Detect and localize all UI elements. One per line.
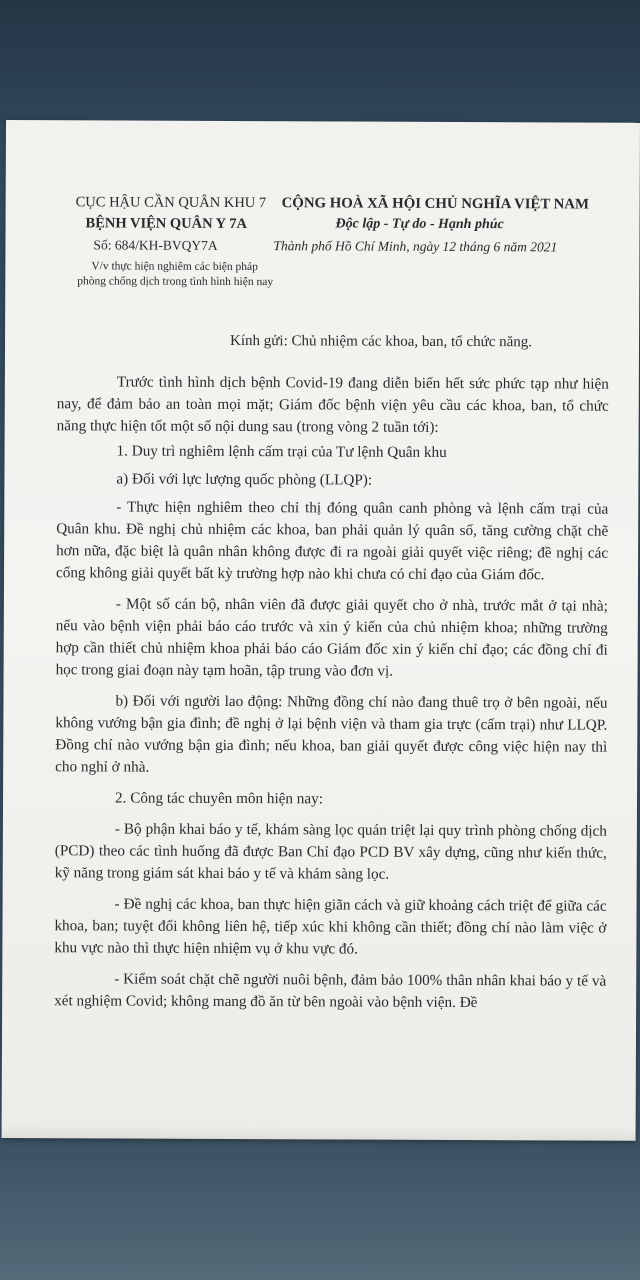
country-name: CỘNG HOÀ XÃ HỘI CHỦ NGHĨA VIỆT NAM bbox=[281, 195, 590, 213]
paragraph-2-point-3: - Kiểm soát chặt chẽ người nuôi bệnh, đảm bảo 100% thân nhân khai báo y tế và xét nghiệm Covid; không mang đồ ăn từ bên ngoài vào bệnh viện. Đề bbox=[54, 970, 607, 1012]
paragraph-intro: Trước tình hình dịch bệnh Covid-19 đang diễn biến hết sức phức tạp như hiện nay, để đảm bảo an toàn mọi mặt; Giám đốc bệnh viện yêu cầu các khoa, ban, tổ chức năng thực hiện tốt một số nội dung sau (trong vòng 2 tuần tới): bbox=[56, 373, 609, 436]
document-number: Số: 684/KH-BVQY7A bbox=[93, 237, 218, 253]
place-date: Thành phố Hồ Chí Minh, ngày 12 tháng 6 năm 2021 bbox=[273, 238, 558, 255]
issuer-name: BỆNH VIỆN QUÂN Y 7A bbox=[85, 215, 247, 233]
paper-shadow bbox=[2, 1124, 636, 1141]
section-2-heading: 2. Công tác chuyên môn hiện nay: bbox=[115, 789, 324, 808]
paragraph-2-point-1: - Bộ phận khai báo y tế, khám sàng lọc quán triệt lại quy trình phòng chống dịch (PCD) theo các tình huống đã được Ban Chỉ đạo PCD BV xây dựng, cũng như kiến thức, kỹ năng trong giám sát khai báo y tế và khám sàng lọc. bbox=[54, 820, 607, 883]
background-bottom bbox=[0, 1135, 640, 1280]
subject-line-2: phòng chống dịch trong tình hình hiện nay bbox=[77, 275, 274, 289]
subject-line-1: V/v thực hiện nghiêm các biện pháp bbox=[91, 260, 258, 274]
document-page bbox=[2, 120, 640, 1141]
section-1b: b) Đối với người lao động: Những đồng chí nào đang thuê trọ ở bên ngoài, nếu không vướng bận gia đình; đề nghị ở lại bệnh viện và tham gia trực (cấm trại) như LLQP. Đồng chí nào vướng bận gia đình; nếu khoa, ban giải quyết được công việc hiện nay thì cho nghỉ ở nhà. bbox=[55, 692, 608, 776]
salutation: Kính gửi: Chủ nhiệm các khoa, ban, tổ chức năng. bbox=[230, 332, 533, 351]
issuer-parent: CỤC HẬU CẦN QUÂN KHU 7 bbox=[75, 194, 267, 212]
paragraph-1a-point-2: - Một số cán bộ, nhân viên đã được giải quyết cho ở nhà, trước mắt ở tại nhà; nếu vào bệnh viện phải báo cáo trước và xin ý kiến của chủ nhiệm khoa; những trường hợp cần thiết chủ nhiệm khoa phải báo cáo Giám đốc xin ý kiến chỉ đạo; các đồng chí đi học trong giai đoạn này tạm hoãn, tập trung vào đơn vị. bbox=[55, 595, 608, 680]
paragraph-2-point-2: - Đề nghị các khoa, ban thực hiện giãn cách và giữ khoảng cách triệt để giữa các khoa, ban; tuyệt đối không liên hệ, tiếp xúc khi không cần thiết; đồng chí nào làm việc ở khu vực nào thì thực hiện nhiệm vụ ở khu vực đó. bbox=[54, 895, 607, 958]
motto: Độc lập - Tự do - Hạnh phúc bbox=[335, 216, 504, 233]
section-1-heading: 1. Duy trì nghiêm lệnh cấm trại của Tư lệnh Quân khu bbox=[116, 442, 447, 461]
background-top bbox=[0, 0, 640, 125]
section-1a-heading: a) Đối với lực lượng quốc phòng (LLQP): bbox=[116, 470, 373, 489]
document-body bbox=[54, 371, 609, 1014]
paragraph-1a-point-1: - Thực hiện nghiêm theo chỉ thị đóng quân canh phòng và lệnh cấm trại của Quân khu. Đề nghị chủ nhiệm các khoa, ban phải quản lý quân số, tăng cường chặt chẽ hơn nữa, đặc biệt là quân nhân không được đi ra ngoài giải quyết việc riêng; đề nghị các cổng không giải quyết bất kỳ trường hợp nào khi chưa có chỉ đạo của Giám đốc. bbox=[55, 498, 609, 584]
